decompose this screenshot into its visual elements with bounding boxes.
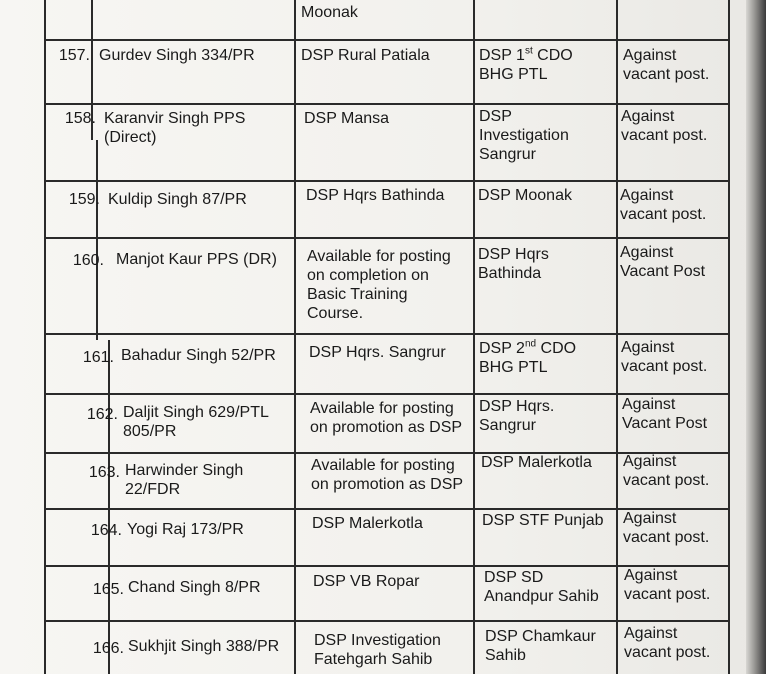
remarks: Against vacant post. [624,625,711,661]
officer-name: Chand Singh 8/PR [128,579,261,596]
present-posting: Available for posting on completion on Basic Training Course. [307,248,451,322]
row-rule [44,39,728,41]
serial-number: 164. [90,522,122,539]
posted-to: DSP Hqrs. Sangrur [479,398,555,434]
row-rule [44,333,728,335]
officer-name: Kuldip Singh 87/PR [108,191,247,208]
officer-name: Bahadur Singh 52/PR [121,347,276,364]
table-rule [108,340,110,674]
present-posting: Available for posting on promotion as DSP [311,457,464,493]
posted-to: DSP Moonak [478,187,572,204]
row-rule [44,237,728,239]
table-rule [473,0,475,674]
present-posting: DSP Malerkotla [312,515,423,532]
row-rule [44,620,728,622]
row-rule [44,103,728,105]
remarks: Against vacant post. [623,453,710,489]
table-rule [44,0,46,674]
remarks: Against vacant post. [620,187,707,223]
table-rule [616,0,618,674]
remarks: Against Vacant Post [622,396,708,432]
remarks: Against vacant post. [621,339,708,375]
serial-number: 159. [68,191,100,208]
serial-number: 160. [72,252,104,269]
serial-number: 161. [82,349,114,366]
posted-to: DSP Investigation Sangrur [479,108,569,163]
posted-to: DSP STF Punjab [482,512,604,529]
remarks: Against vacant post. [623,510,710,546]
officer-name: Karanvir Singh PPS (Direct) [104,110,246,146]
posted-to: DSP Malerkotla [481,454,592,471]
present-posting: Available for posting on promotion as DSP [310,400,463,436]
posted-to: DSP Hqrs Bathinda [478,246,549,282]
remarks: Against vacant post. [624,567,711,603]
serial-number: 163. [88,464,120,481]
officer-name: Yogi Raj 173/PR [127,521,244,538]
present-posting: DSP Hqrs. Sangrur [309,344,446,361]
present-posting: DSP VB Ropar [313,573,420,590]
posted-to: DSP 1st CDO BHG PTL [479,45,573,83]
officer-name: Harwinder Singh 22/FDR [125,462,244,498]
serial-number: 158. [64,110,96,127]
posted-to: DSP Chamkaur Sahib [485,628,596,664]
page-edge-shadow [746,0,766,674]
row-rule [44,180,728,182]
present-posting: DSP Rural Patiala [301,47,430,64]
serial-number: 162. [86,406,118,423]
present-posting: DSP Investigation Fatehgarh Sahib [314,632,441,668]
table-rule [728,0,730,674]
posted-to: DSP 2nd CDO BHG PTL [479,338,577,376]
posted-to: DSP SD Anandpur Sahib [484,569,599,605]
remarks: Against Vacant Post [620,244,706,280]
table-rule [294,0,296,674]
table-rule [96,140,98,340]
officer-name: Sukhjit Singh 388/PR [128,638,280,655]
serial-number: 166. [92,640,124,657]
present-posting: DSP Hqrs Bathinda [306,187,445,204]
officer-name: Gurdev Singh 334/PR [99,47,255,64]
serial-number: 165. [92,581,124,598]
remarks: Against vacant post. [621,108,708,144]
fragment-posted-to: Moonak [301,4,358,21]
officer-name: Daljit Singh 629/PTL 805/PR [123,404,269,440]
officer-name: Manjot Kaur PPS (DR) [116,251,277,268]
remarks: Against vacant post. [623,47,710,83]
serial-number: 157. [58,47,90,64]
present-posting: DSP Mansa [304,110,390,127]
